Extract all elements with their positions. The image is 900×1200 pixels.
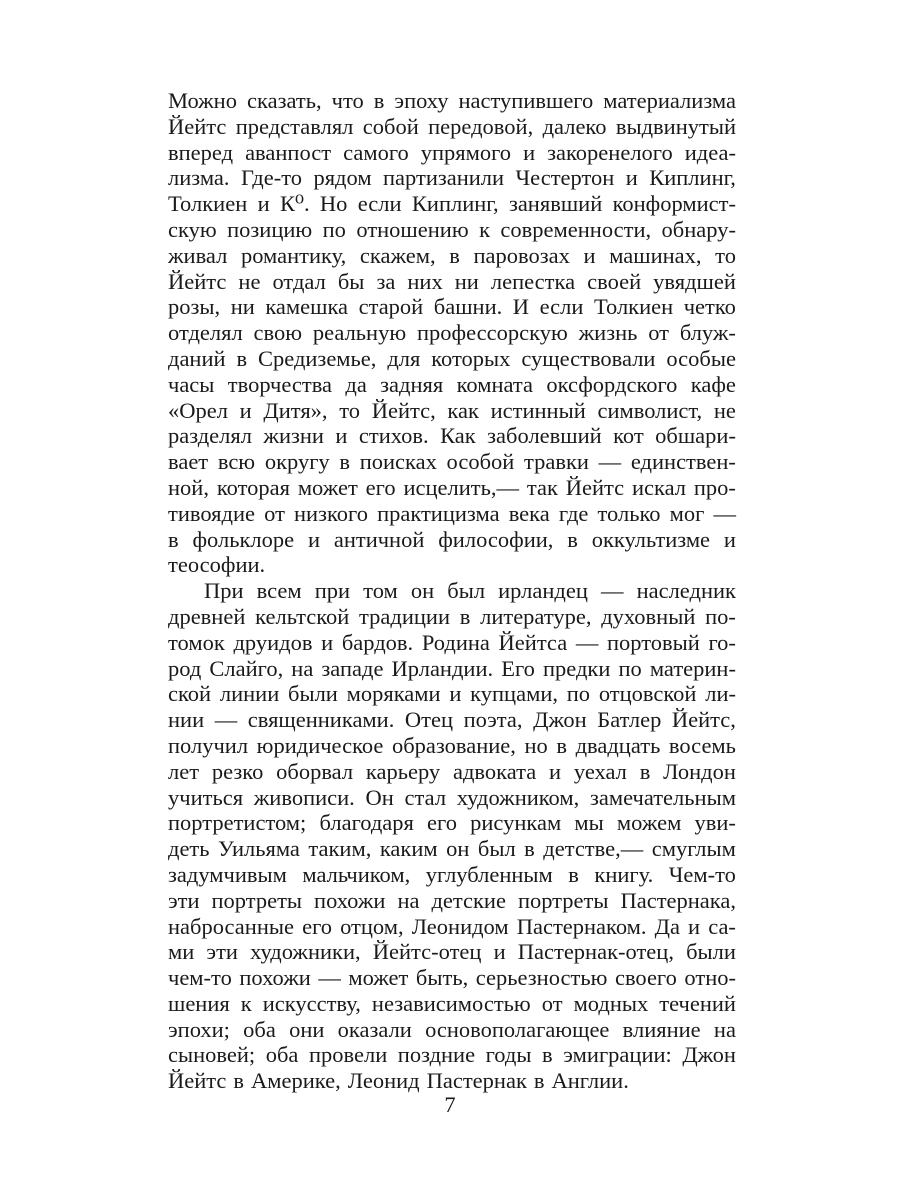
text-line: деть Уильяма таким, каким он был в детстве,— смуглым xyxy=(168,836,736,862)
text-line: лет резко оборвал карьеру адвоката и уехал в Лондон xyxy=(168,758,736,784)
text-line: «Орел и Дитя», то Йейтс, как истинный символист, не xyxy=(168,397,736,423)
paragraph xyxy=(168,88,736,578)
text-line: Йейтс не отдал бы за них ни лепестка своей увядшей xyxy=(168,268,736,294)
text-line: ской линии были моряками и купцами, по отцовской ли- xyxy=(168,681,736,707)
text-line: ной, которая может его исцелить,— так Йейтс искал про- xyxy=(168,474,736,500)
text-line: портретистом; благодаря его рисункам мы можем уви- xyxy=(168,810,736,836)
text-line: скую позицию по отношению к современности, обнару- xyxy=(168,216,736,242)
text-line: шения к искусству, независимостью от модных течений xyxy=(168,990,736,1016)
text-line: Толкиен и К⁰. Но если Киплинг, занявший конформист- xyxy=(168,191,736,217)
text-line: задумчивым мальчиком, углубленным в книгу. Чем-то xyxy=(168,861,736,887)
page-number: 7 xyxy=(444,1092,456,1117)
text-line: Йейтс в Америке, Леонид Пастернак в Англии. xyxy=(168,1068,629,1094)
text-line: ми эти художники, Йейтс-отец и Пастернак-отец, были xyxy=(168,939,736,965)
text-line: Йейтс представлял собой передовой, далеко выдвинутый xyxy=(168,113,736,139)
text-line: При всем при том он был ирландец — наследник xyxy=(204,578,736,604)
text-line: учиться живописи. Он стал художником, замечательным xyxy=(168,784,736,810)
text-line: вперед аванпост самого упрямого и закоренелого идеа- xyxy=(168,139,736,165)
body-text xyxy=(168,88,736,1094)
text-line: отделял свою реальную профессорскую жизнь от блуж- xyxy=(168,320,736,346)
text-line: нии — священниками. Отец поэта, Джон Батлер Йейтс, xyxy=(168,707,736,733)
text-line: род Слайго, на западе Ирландии. Его предки по материн- xyxy=(168,655,736,681)
text-line: набросанные его отцом, Леонидом Пастернаком. Да и са- xyxy=(168,913,736,939)
text-line: розы, ни камешка старой башни. И если Толкиен четко xyxy=(168,294,736,320)
text-line: Можно сказать, что в эпоху наступившего материализма xyxy=(168,88,736,113)
text-line: лизма. Где-то рядом партизанили Честертон и Киплинг, xyxy=(168,165,736,191)
paragraph xyxy=(168,578,736,1094)
text-line: эпохи; оба они оказали основополагающее влияние на xyxy=(168,1016,736,1042)
text-line: теософии. xyxy=(168,552,266,578)
text-line: сыновей; оба провели поздние годы в эмиграции: Джон xyxy=(168,1042,736,1068)
text-line: тивоядие от низкого практицизма века где только мог — xyxy=(168,500,736,526)
text-line: томок друидов и бардов. Родина Йейтса — портовый го- xyxy=(168,629,736,655)
text-line: даний в Средиземье, для которых существовали особые xyxy=(168,345,736,371)
text-line: эти портреты похожи на детские портреты Пастернака, xyxy=(168,887,736,913)
text-line: живал романтику, скажем, в паровозах и машинах, то xyxy=(168,242,736,268)
text-line: в фольклоре и античной философии, в оккультизме и xyxy=(168,526,736,552)
text-line: чем-то похожи — может быть, серьезностью своего отно- xyxy=(168,965,736,991)
text-line: часы творчества да задняя комната оксфордского кафе xyxy=(168,371,736,397)
text-line: вает всю округу в поисках особой травки — единствен- xyxy=(168,449,736,475)
text-line: разделял жизни и стихов. Как заболевший кот обшари- xyxy=(168,423,736,449)
text-line: получил юридическое образование, но в двадцать восемь xyxy=(168,732,736,758)
text-line: древней кельтской традиции в литературе, духовный по- xyxy=(168,603,736,629)
